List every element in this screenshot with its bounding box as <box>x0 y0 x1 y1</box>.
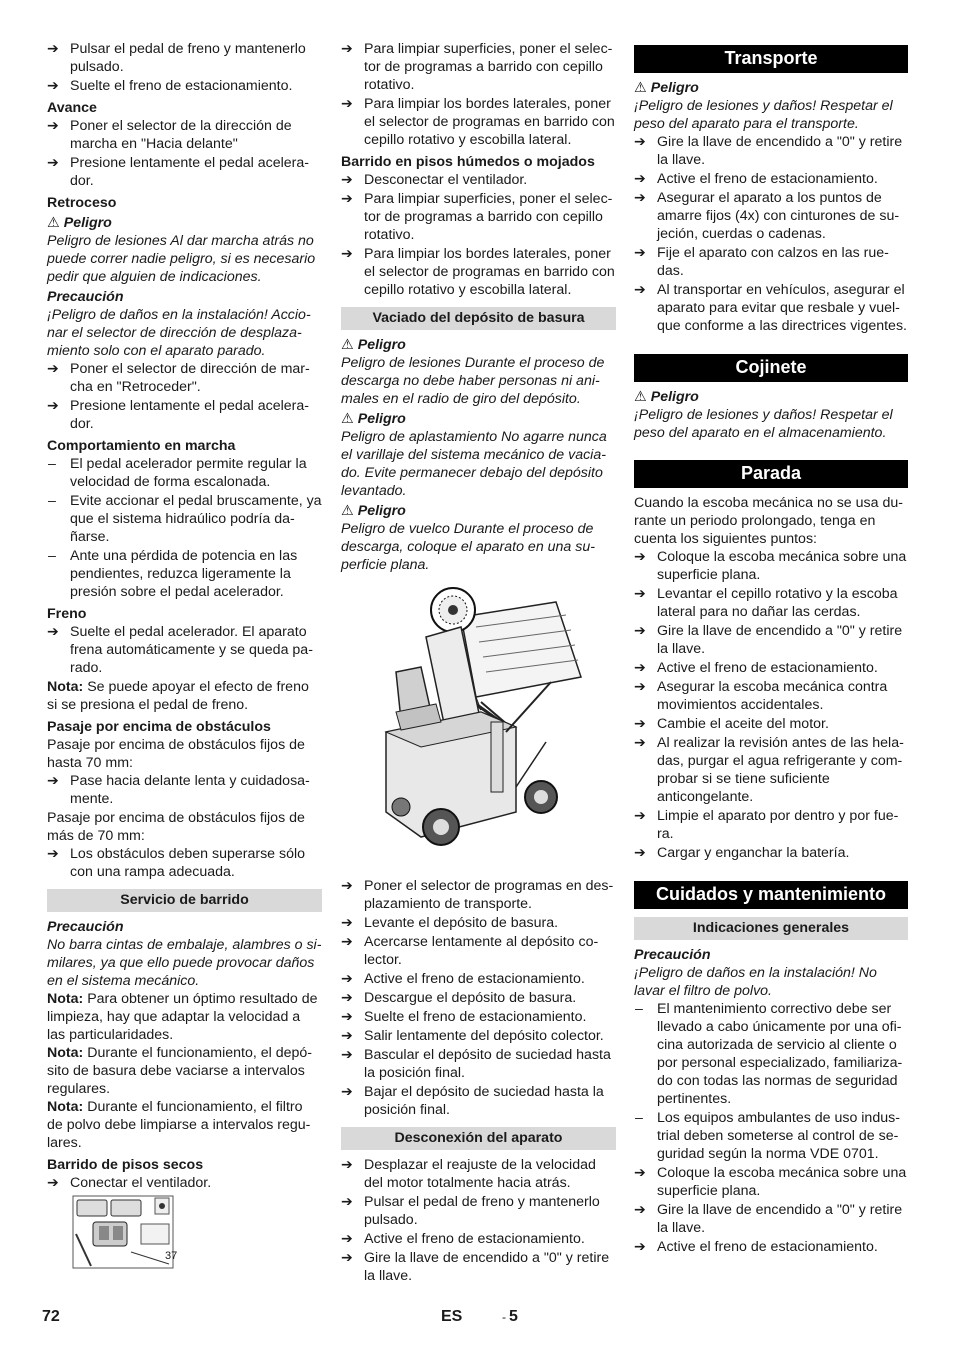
step: ➔ Active el freno de estacionamiento. <box>341 970 616 988</box>
step: ➔ Pase hacia delante lenta y cuidadosa-mente. <box>47 772 322 808</box>
warning-label: ⚠ Peligro <box>47 215 112 231</box>
step: ➔ Asegurar la escoba mecánica contra movimientos accidentales. <box>634 678 908 714</box>
step: ➔ Los obstáculos deben superarse sólo con una rampa adecuada. <box>47 845 322 881</box>
subheading-humedos: Barrido en pisos húmedos o mojados <box>341 154 595 170</box>
step: ➔ Para limpiar los bordes laterales, poner el selector de programas en barrido con cepillo rotativo y escobilla lateral. <box>341 245 616 299</box>
warning-triangle-icon: ⚠ <box>634 389 647 405</box>
subheading-freno: Freno <box>47 606 87 622</box>
subheading-retroceso: Retroceso <box>47 195 117 211</box>
list-item: – Los equipos ambulantes de uso indus-trial deben someterse al control de se-guridad según la norma VDE 0701. <box>634 1109 908 1163</box>
step: ➔ Active el freno de estacionamiento. <box>341 1230 616 1248</box>
section-heading-cuidados: Cuidados y mantenimiento <box>634 881 908 909</box>
control-panel-figure <box>71 1194 211 1270</box>
step: ➔ Desplazar el reajuste de la velocidad del motor totalmente hacia atrás. <box>341 1156 616 1192</box>
subheading-avance: Avance <box>47 100 97 116</box>
step: ➔ Gire la llave de encendido a "0" y retire la llave. <box>634 622 908 658</box>
column-1 <box>47 40 322 1270</box>
paragraph: Cuando la escoba mecánica no se usa du-rante un periodo prolongado, tenga en cuenta los siguientes puntos: <box>634 495 903 547</box>
step: ➔ Desconectar el ventilador. <box>341 171 616 189</box>
step: ➔ Para limpiar superficies, poner el selec-tor de programas a barrido con cepillo rotativo. <box>341 190 616 244</box>
section-heading-desconexion: Desconexión del aparato <box>341 1127 616 1150</box>
step: ➔ Cargar y enganchar la batería. <box>634 844 908 862</box>
language-code: ES <box>441 1308 463 1325</box>
step: ➔ Gire la llave de encendido a "0" y retire la llave. <box>634 133 908 169</box>
step: ➔ Pulsar el pedal de freno y mantenerlo pulsado. <box>47 40 322 76</box>
warning-text: ¡Peligro de lesiones y daños! Respetar el peso del aparato para el transporte. <box>634 98 893 132</box>
list-item: – Evite accionar el pedal bruscamente, ya que el sistema hidraúlico podría da-ñarse. <box>47 492 322 546</box>
caution-text: ¡Peligro de daños en la instalación! Accio-nar el selector de dirección de desplaza-miento solo con el aparato parado. <box>47 307 311 359</box>
warning-text: Peligro de vuelco Durante el proceso de descarga, coloque el aparato en una su-perficie plana. <box>341 521 595 573</box>
step: ➔ Al transportar en vehículos, asegurar el aparato para evitar que resbale y vuel-que conforme a las directrices vigentes. <box>634 281 908 335</box>
warning-triangle-icon: ⚠ <box>634 80 647 96</box>
step: ➔ Suelte el freno de estacionamiento. <box>47 77 322 95</box>
warning-label: ⚠ Peligro <box>341 411 406 427</box>
caution-label: Precaución <box>47 919 124 935</box>
step: ➔ Levantar el cepillo rotativo y la escoba lateral para no dañar las cerdas. <box>634 585 908 621</box>
step: ➔ Active el freno de estacionamiento. <box>634 1238 908 1256</box>
subheading-pasaje: Pasaje por encima de obstáculos <box>47 719 271 735</box>
step: ➔ Bascular el depósito de suciedad hasta la posición final. <box>341 1046 616 1082</box>
step: ➔ Suelte el freno de estacionamiento. <box>341 1008 616 1026</box>
step: ➔ Limpie el aparato por dentro y por fue-ra. <box>634 807 908 843</box>
step: ➔ Al realizar la revisión antes de las hela-das, purgar el agua refrigerante y com-probar si se tiene suficiente anticongelante. <box>634 734 908 806</box>
list-item: – Ante una pérdida de potencia en las pendientes, reduzca ligeramente la presión sobre el pedal acelerador. <box>47 547 322 601</box>
warning-label: ⚠ Peligro <box>634 80 699 96</box>
warning-text: Peligro de lesiones Durante el proceso de descarga no debe haber personas ni ani-males en el radio de giro del depósito. <box>341 355 605 407</box>
step: ➔ Presione lentamente el pedal acelera-dor. <box>47 154 322 190</box>
section-heading-indicaciones: Indicaciones generales <box>634 917 908 940</box>
warning-triangle-icon: ⚠ <box>341 337 354 353</box>
step: ➔ Active el freno de estacionamiento. <box>634 170 908 188</box>
subheading-comportamiento: Comportamiento en marcha <box>47 438 236 454</box>
step: ➔ Fije el aparato con calzos en las rue-das. <box>634 244 908 280</box>
section-heading-cojinete: Cojinete <box>634 354 908 382</box>
sweeper-illustration <box>341 582 616 877</box>
step: ➔ Salir lentamente del depósito colector. <box>341 1027 616 1045</box>
step: ➔ Gire la llave de encendido a "0" y retire la llave. <box>634 1201 908 1237</box>
paragraph: Pasaje por encima de obstáculos fijos de más de 70 mm: <box>47 810 305 844</box>
warning-text: Peligro de aplastamiento No agarre nunca el varillaje del sistema mecánico de vacia-do. Evite permanecer debajo del depósito levantado. <box>341 429 607 499</box>
step: ➔ Acercarse lentamente al depósito co-lector. <box>341 933 616 969</box>
step: ➔ Para limpiar superficies, poner el selec-tor de programas a barrido con cepillo rotativo. <box>341 40 616 94</box>
step: ➔ Poner el selector de la dirección de marcha en "Hacia delante" <box>47 117 322 153</box>
page-number: 72 <box>42 1308 60 1325</box>
step: ➔ Descargue el depósito de basura. <box>341 989 616 1007</box>
subheading-secos: Barrido de pisos secos <box>47 1157 204 1173</box>
caution-label: Precaución <box>47 289 124 305</box>
warning-triangle-icon: ⚠ <box>341 503 354 519</box>
step: ➔ Suelte el pedal acelerador. El aparato frena automáticamente y se queda pa-rado. <box>47 623 322 677</box>
step: ➔ Coloque la escoba mecánica sobre una superficie plana. <box>634 548 908 584</box>
section-heading-parada: Parada <box>634 460 908 488</box>
sweeper-dump-figure <box>341 582 616 877</box>
step: ➔ Pulsar el pedal de freno y mantenerlo pulsado. <box>341 1193 616 1229</box>
list-item: – El mantenimiento correctivo debe ser llevado a cabo únicamente por una ofi-cina autorizada de servicio al cliente o por personal especializado, familiariza-do con todas las normas de seguridad pertinentes. <box>634 1000 908 1108</box>
warning-label: ⚠ Peligro <box>634 389 699 405</box>
step: ➔ Gire la llave de encendido a "0" y retire la llave. <box>341 1249 616 1285</box>
column-2 <box>341 40 616 1286</box>
warning-label: ⚠ Peligro <box>341 337 406 353</box>
note: Nota: Durante el funcionamiento, el filtro de polvo debe limpiarse a intervalos regu-lares. <box>47 1099 311 1151</box>
step: ➔ Asegurar el aparato a los puntos de amarre fijos (4x) con cinturones de su-jeción, cuerdas o cadenas. <box>634 189 908 243</box>
warning-triangle-icon: ⚠ <box>47 215 60 231</box>
step: ➔ Para limpiar los bordes laterales, poner el selector de programas en barrido con cepillo rotativo y escobilla lateral. <box>341 95 616 149</box>
caution-label: Precaución <box>634 947 711 963</box>
section-page-number: - 5 <box>502 1308 518 1325</box>
step: ➔ Levante el depósito de basura. <box>341 914 616 932</box>
paragraph: Pasaje por encima de obstáculos fijos de hasta 70 mm: <box>47 737 305 771</box>
note: Nota: Para obtener un óptimo resultado de limpieza, hay que adaptar la velocidad a las particularidades. <box>47 991 318 1043</box>
step: ➔ Poner el selector de dirección de mar-cha en "Retroceder". <box>47 360 322 396</box>
caution-text: No barra cintas de embalaje, alambres o si-milares, ya que ello puede provocar daños en el sistema mecánico. <box>47 937 322 989</box>
note: Nota: Se puede apoyar el efecto de freno si se presiona el pedal de freno. <box>47 679 309 713</box>
caution-text: ¡Peligro de daños en la instalación! No lavar el filtro de polvo. <box>634 965 877 999</box>
list-item: – El pedal acelerador permite regular la velocidad de forma escalonada. <box>47 455 322 491</box>
warning-text: Peligro de lesiones Al dar marcha atrás no puede correr nadie peligro, si es necesario pedir que alguien de indicaciones. <box>47 233 316 285</box>
step: ➔ Conectar el ventilador. <box>47 1174 322 1192</box>
warning-label: ⚠ Peligro <box>341 503 406 519</box>
step: ➔ Bajar el depósito de suciedad hasta la posición final. <box>341 1083 616 1119</box>
step: ➔ Active el freno de estacionamiento. <box>634 659 908 677</box>
step: ➔ Presione lentamente el pedal acelera-dor. <box>47 397 322 433</box>
column-3 <box>634 45 908 1257</box>
step: ➔ Cambie el aceite del motor. <box>634 715 908 733</box>
control-panel-illustration <box>71 1194 176 1270</box>
figure-label: 37 <box>165 1250 178 1262</box>
section-heading-transporte: Transporte <box>634 45 908 73</box>
step: ➔ Coloque la escoba mecánica sobre una superficie plana. <box>634 1164 908 1200</box>
section-heading-servicio: Servicio de barrido <box>47 889 322 912</box>
warning-text: ¡Peligro de lesiones y daños! Respetar el peso del aparato en el almacenamiento. <box>634 407 893 441</box>
warning-triangle-icon: ⚠ <box>341 411 354 427</box>
note: Nota: Durante el funcionamiento, el depó-sito de basura debe vaciarse a intervalos regulares. <box>47 1045 312 1097</box>
step: ➔ Poner el selector de programas en des-plazamiento de transporte. <box>341 877 616 913</box>
section-heading-vaciado: Vaciado del depósito de basura <box>341 307 616 330</box>
